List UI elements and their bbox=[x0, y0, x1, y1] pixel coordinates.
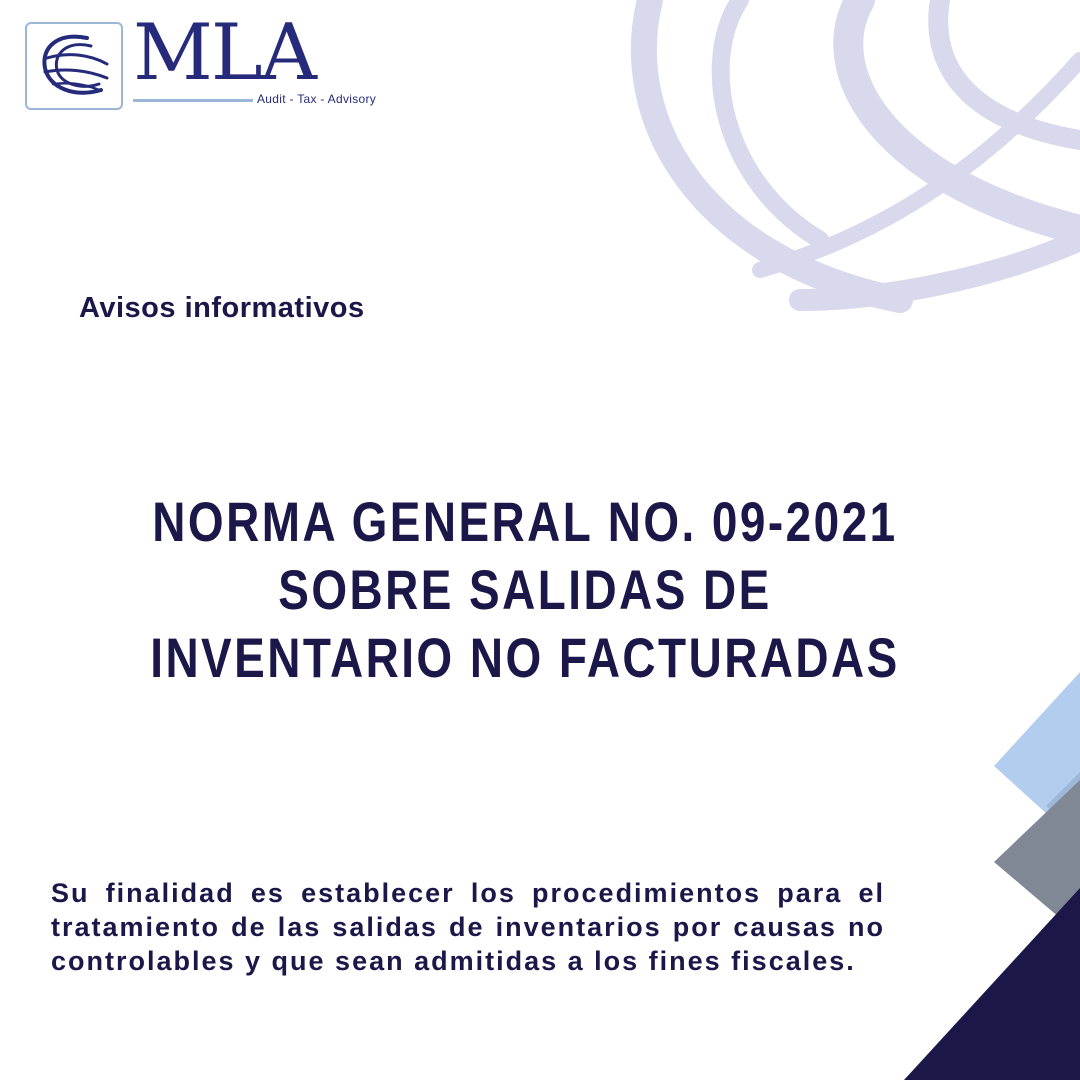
post-body: Su finalidad es establecer los procedimientos para el tratamiento de las salidas de inventarios por causas no controlables y que sean admitidas a los fines fiscales. bbox=[51, 878, 885, 976]
post-headline: NORMA GENERAL NO. 09-2021 SOBRE SALIDAS DE INVENTARIO NO FACTURADAS bbox=[150, 490, 900, 689]
brand-name: MLA bbox=[133, 8, 315, 98]
brand-tagline: Audit - Tax - Advisory bbox=[257, 92, 377, 106]
section-kicker: Avisos informativos bbox=[79, 292, 365, 324]
navy-triangle bbox=[904, 888, 1080, 1080]
